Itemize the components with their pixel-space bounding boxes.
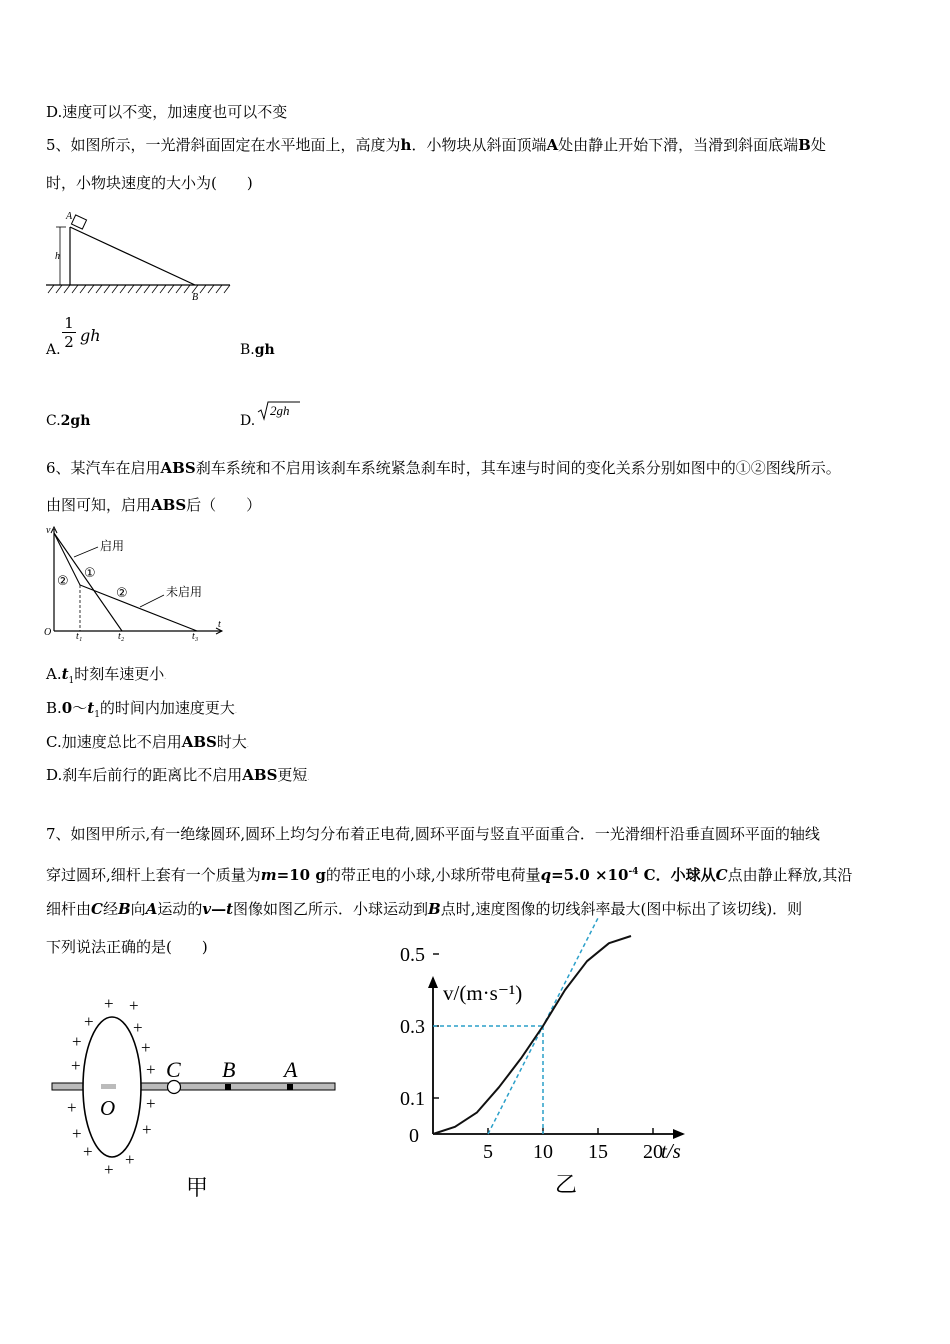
x-tick-label: 5 bbox=[483, 1141, 493, 1163]
svg-text:+: + bbox=[125, 1150, 135, 1169]
circle-two-label-left: ② bbox=[57, 574, 69, 589]
x-tick-label: 20 bbox=[643, 1141, 663, 1163]
svg-text:+: + bbox=[142, 1120, 152, 1139]
svg-text:+: + bbox=[141, 1038, 151, 1057]
q5-incline-figure bbox=[40, 205, 240, 305]
q5-stem-line1: 5、如图所示，一光滑斜面固定在水平地面上，高度为h．小物块从斜面顶端A处由静止开始下滑，当滑到斜面底端B处 bbox=[46, 136, 826, 154]
q6-vt-figure bbox=[40, 523, 230, 645]
line-abs-off bbox=[54, 533, 197, 631]
origin-label: O bbox=[44, 627, 52, 638]
svg-text:+: + bbox=[129, 996, 139, 1015]
label-a: A bbox=[66, 211, 73, 222]
svg-text:+: + bbox=[83, 1142, 93, 1161]
svg-text:+: + bbox=[72, 1124, 82, 1143]
q7-stem-line2: 穿过圆环,细杆上套有一个质量为m=10 g的带正电的小球,小球所带电荷量$q=5.0 \times 10^{-4}$ C．小球从C点由静止释放,其沿 bbox=[46, 866, 853, 884]
t2-label: t₂ bbox=[118, 631, 125, 642]
q7-stem-line3: 细杆由C经B向A运动的v—t图像如图乙所示．小球运动到B点时,速度图像的切线斜率最大(图中标出了该切线)．则 bbox=[46, 900, 803, 918]
circle-two-label-right: ② bbox=[116, 586, 128, 601]
q7-stem-line4: 下列说法正确的是( ) bbox=[46, 938, 208, 956]
x-axis-arrow bbox=[673, 1129, 685, 1139]
svg-text:+: + bbox=[104, 994, 114, 1013]
chart-marks bbox=[433, 918, 631, 1134]
point-a-marker bbox=[287, 1084, 293, 1090]
x-axis-label: t/s bbox=[661, 1139, 681, 1163]
q5-option-a: A. bbox=[46, 342, 61, 358]
point-b-marker bbox=[225, 1084, 231, 1090]
label-b: B bbox=[192, 292, 199, 303]
q7-ring-figure bbox=[40, 985, 350, 1200]
sqrt-sign-icon bbox=[256, 399, 302, 423]
svg-text:+: + bbox=[146, 1060, 156, 1079]
y-tick-label: 0.5 bbox=[400, 944, 425, 966]
svg-text:+: + bbox=[104, 1160, 114, 1179]
ground-hatch bbox=[48, 285, 230, 293]
q5-option-a-fraction: 1 2 bbox=[62, 314, 76, 351]
q5-option-d: D. bbox=[240, 413, 256, 429]
q6-option-b: $B.0\sim t_1$的时间内加速度更大. bbox=[46, 699, 237, 720]
origin-label: 0 bbox=[409, 1125, 419, 1147]
svg-text:+: + bbox=[146, 1094, 156, 1113]
y-tick-label: 0.1 bbox=[400, 1088, 425, 1110]
q7-vt-chart bbox=[385, 944, 705, 1200]
t-label: t bbox=[218, 619, 221, 630]
label-o: O bbox=[100, 1096, 116, 1120]
q5-option-b: B.gh bbox=[240, 342, 275, 358]
svg-text:+: + bbox=[71, 1056, 81, 1075]
block bbox=[71, 215, 86, 229]
q6-option-c: C.加速度总比不启用ABS时大. bbox=[46, 733, 249, 751]
q4-option-d: D.速度可以不变，加速度也可以不变 bbox=[46, 103, 288, 121]
q6-option-d: D.刹车后前行的距离比不启用ABS更短. bbox=[46, 766, 310, 784]
q5-option-a-expr: gh bbox=[80, 326, 101, 345]
x-tick-label: 10 bbox=[533, 1141, 553, 1163]
q6-stem-line2: 由图可知，启用ABS后（ ） bbox=[46, 496, 262, 514]
q5-option-d-radicand: 2gh bbox=[270, 403, 290, 418]
incline-slope bbox=[70, 227, 195, 285]
label-h: h bbox=[55, 251, 60, 262]
q7-stem-line1: 7、如图甲所示,有一绝缘圆环,圆环上均匀分布着正电荷,圆环平面与竖直平面重合．一光滑细杆沿垂直圆环平面的轴线 bbox=[46, 825, 820, 843]
q5-option-c: C.2gh bbox=[46, 413, 91, 429]
v-label: v bbox=[46, 525, 51, 536]
label-b: B bbox=[222, 1057, 236, 1082]
svg-text:+: + bbox=[133, 1018, 143, 1037]
label-a: A bbox=[284, 1057, 298, 1082]
t3-label: t₃ bbox=[192, 631, 199, 642]
svg-text:+: + bbox=[84, 1012, 94, 1031]
vt-curve bbox=[433, 936, 631, 1134]
svg-text:+: + bbox=[67, 1098, 77, 1117]
caption-jia: 甲 bbox=[186, 1176, 209, 1201]
q6-stem-line1: 6、某汽车在启用ABS刹车系统和不启用该刹车系统紧急刹车时，其车速与时间的变化关系分别如图中的①②图线所示。 bbox=[46, 459, 841, 477]
svg-text:+: + bbox=[72, 1032, 82, 1051]
label-abs-on: 启用 bbox=[100, 539, 125, 553]
y-axis-label: v/(m·s⁻¹) bbox=[443, 981, 523, 1005]
t1-label: t₁ bbox=[76, 631, 83, 642]
circle-one-label: ① bbox=[84, 566, 96, 581]
ball-c bbox=[168, 1081, 181, 1094]
q6-option-a: $A.t_1$时刻车速更小. bbox=[46, 665, 167, 686]
q5-stem-line2: 时，小物块速度的大小为( ) bbox=[46, 174, 253, 192]
x-tick-label: 15 bbox=[588, 1141, 608, 1163]
caption-yi: 乙 bbox=[555, 1173, 578, 1198]
label-abs-off: 未启用 bbox=[166, 585, 203, 599]
label-c: C bbox=[166, 1057, 181, 1082]
y-tick-label: 0.3 bbox=[400, 1016, 425, 1038]
y-axis-arrow bbox=[428, 976, 438, 988]
